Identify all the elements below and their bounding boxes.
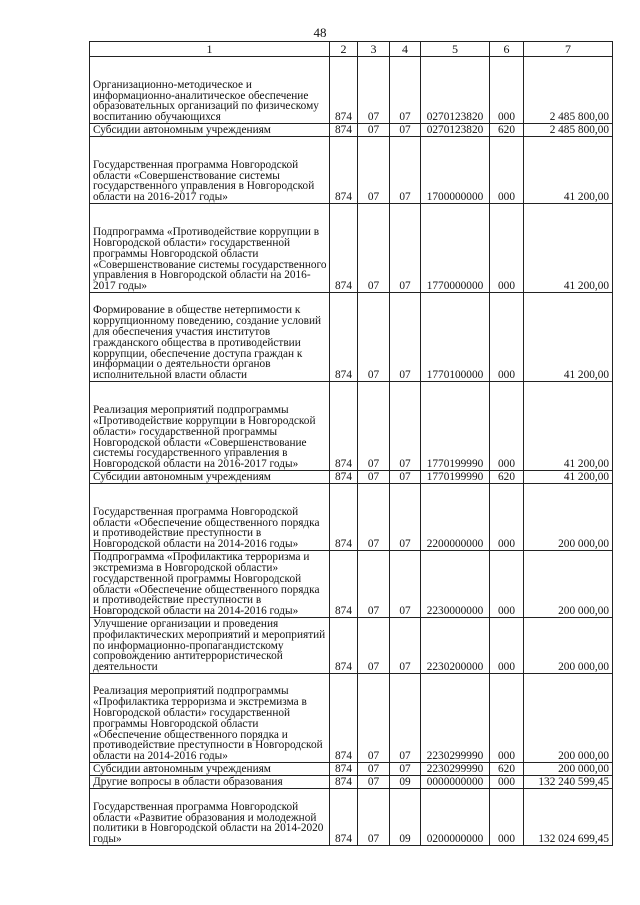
row-code-c4: 07	[390, 551, 421, 618]
column-header: 4	[390, 42, 421, 57]
row-code-c3: 07	[358, 57, 390, 124]
table-row	[90, 137, 613, 204]
row-code-c6: 000	[490, 789, 524, 846]
table-row	[90, 674, 613, 763]
row-code-c6: 620	[490, 471, 524, 484]
row-code-c5: 1770199990	[421, 471, 490, 484]
row-code-c5: 0270123820	[421, 57, 490, 124]
row-code-c3: 07	[358, 618, 390, 674]
row-code-c2: 874	[330, 789, 358, 846]
row-name: Другие вопросы в области образования	[90, 776, 330, 789]
row-code-c2: 874	[330, 763, 358, 776]
table-row	[90, 57, 613, 124]
table-row	[90, 471, 613, 484]
row-code-c4: 07	[390, 137, 421, 204]
row-amount: 200 000,00	[524, 763, 613, 776]
row-code-c6: 000	[490, 551, 524, 618]
column-header: 6	[490, 42, 524, 57]
row-code-c4: 07	[390, 57, 421, 124]
row-amount: 132 240 599,45	[524, 776, 613, 789]
row-code-c5: 2230299990	[421, 763, 490, 776]
table-row	[90, 776, 613, 789]
row-code-c6: 620	[490, 124, 524, 137]
row-name: Подпрограмма «Профилактика терроризма и экстремизма в Новгородской области» государственной программы Новгородской области «Обеспечение общественного порядка и противодействие преступности в Новгородской области на 2014-2016 годы»	[90, 551, 330, 618]
row-code-c2: 874	[330, 57, 358, 124]
table-row	[90, 551, 613, 618]
row-code-c6: 000	[490, 137, 524, 204]
row-code-c2: 874	[330, 471, 358, 484]
row-code-c2: 874	[330, 137, 358, 204]
row-amount: 200 000,00	[524, 674, 613, 763]
table-row	[90, 204, 613, 293]
row-code-c3: 07	[358, 124, 390, 137]
row-code-c6: 000	[490, 618, 524, 674]
row-code-c2: 874	[330, 204, 358, 293]
row-name: Подпрограмма «Противодействие коррупции в Новгородской области» государственной программы Новгородской области «Совершенствование системы государственного управления в Новгородской области на 2016-2017 годы»	[90, 204, 330, 293]
row-code-c5: 0000000000	[421, 776, 490, 789]
row-code-c6: 000	[490, 204, 524, 293]
row-amount: 132 024 699,45	[524, 789, 613, 846]
row-code-c3: 07	[358, 204, 390, 293]
table-row	[90, 124, 613, 137]
row-code-c4: 07	[390, 484, 421, 551]
table-row	[90, 618, 613, 674]
row-code-c3: 07	[358, 471, 390, 484]
table-row	[90, 763, 613, 776]
row-code-c5: 1700000000	[421, 137, 490, 204]
row-code-c5: 2230299990	[421, 674, 490, 763]
row-name: Государственная программа Новгородской области «Развитие образования и молодежной политики в Новгородской области на 2014-2020 годы»	[90, 789, 330, 846]
row-code-c2: 874	[330, 484, 358, 551]
row-code-c5: 2230000000	[421, 551, 490, 618]
row-code-c2: 874	[330, 551, 358, 618]
table-row	[90, 789, 613, 846]
row-code-c4: 07	[390, 382, 421, 471]
row-code-c5: 1770000000	[421, 204, 490, 293]
row-amount: 2 485 800,00	[524, 57, 613, 124]
column-header: 1	[90, 42, 330, 57]
column-header: 2	[330, 42, 358, 57]
table-header-row	[90, 42, 613, 57]
row-amount: 200 000,00	[524, 618, 613, 674]
row-code-c2: 874	[330, 776, 358, 789]
row-amount: 200 000,00	[524, 551, 613, 618]
row-code-c3: 07	[358, 551, 390, 618]
row-name: Субсидии автономным учреждениям	[90, 124, 330, 137]
row-code-c2: 874	[330, 382, 358, 471]
row-code-c3: 07	[358, 776, 390, 789]
row-code-c3: 07	[358, 382, 390, 471]
row-code-c6: 000	[490, 776, 524, 789]
row-code-c2: 874	[330, 124, 358, 137]
row-code-c5: 0200000000	[421, 789, 490, 846]
row-code-c6: 000	[490, 674, 524, 763]
row-code-c6: 000	[490, 382, 524, 471]
row-name: Организационно-методическое и информационно-аналитическое обеспечение образовательных организаций по физическому воспитанию обучающихся	[90, 57, 330, 124]
row-code-c4: 09	[390, 789, 421, 846]
row-amount: 41 200,00	[524, 137, 613, 204]
row-code-c4: 07	[390, 293, 421, 382]
row-code-c6: 000	[490, 293, 524, 382]
row-name: Государственная программа Новгородской области «Обеспечение общественного порядка и противодействие преступности в Новгородской области на 2014-2016 годы»	[90, 484, 330, 551]
row-name: Субсидии автономным учреждениям	[90, 471, 330, 484]
row-code-c4: 07	[390, 674, 421, 763]
row-amount: 41 200,00	[524, 204, 613, 293]
row-name: Субсидии автономным учреждениям	[90, 763, 330, 776]
table-row	[90, 382, 613, 471]
page-number: 48	[313, 25, 327, 40]
row-code-c5: 0270123820	[421, 124, 490, 137]
row-code-c6: 620	[490, 763, 524, 776]
row-name: Улучшение организации и проведения профилактических мероприятий и мероприятий по информационно-пропагандистскому сопровождению антитеррористической деятельности	[90, 618, 330, 674]
column-header: 5	[421, 42, 490, 57]
row-code-c4: 07	[390, 471, 421, 484]
column-header: 3	[358, 42, 390, 57]
column-header: 7	[524, 42, 613, 57]
table-row	[90, 293, 613, 382]
row-code-c6: 000	[490, 484, 524, 551]
row-code-c3: 07	[358, 674, 390, 763]
row-code-c4: 09	[390, 776, 421, 789]
row-amount: 41 200,00	[524, 293, 613, 382]
row-code-c3: 07	[358, 137, 390, 204]
row-name: Формирование в обществе нетерпимости к коррупционному поведению, создание условий для обеспечения участия институтов гражданского общества в противодействии коррупции, обеспечение доступа граждан к информации о деятельности органов исполнительной власти области	[90, 293, 330, 382]
row-code-c4: 07	[390, 124, 421, 137]
row-code-c3: 07	[358, 484, 390, 551]
row-name: Реализация мероприятий подпрограммы «Профилактика терроризма и экстремизма в Новгородской области» государственной программы Новгородской области «Обеспечение общественного порядка и противодействие преступности в Новгородской области на 2014-2016 годы»	[90, 674, 330, 763]
row-code-c4: 07	[390, 763, 421, 776]
row-code-c5: 2200000000	[421, 484, 490, 551]
row-code-c5: 2230200000	[421, 618, 490, 674]
row-name: Государственная программа Новгородской области «Совершенствование системы государственного управления в Новгородской области на 2016-2017 годы»	[90, 137, 330, 204]
row-code-c3: 07	[358, 789, 390, 846]
row-code-c5: 1770100000	[421, 293, 490, 382]
row-code-c3: 07	[358, 763, 390, 776]
row-amount: 41 200,00	[524, 471, 613, 484]
row-code-c4: 07	[390, 204, 421, 293]
table-row	[90, 484, 613, 551]
row-amount: 2 485 800,00	[524, 124, 613, 137]
row-name: Реализация мероприятий подпрограммы «Противодействие коррупции в Новгородской области» государственной программы Новгородской области «Совершенствование системы государственного управления в Новгородской области на 2016-2017 годы»	[90, 382, 330, 471]
row-code-c3: 07	[358, 293, 390, 382]
row-code-c6: 000	[490, 57, 524, 124]
row-code-c4: 07	[390, 618, 421, 674]
row-amount: 41 200,00	[524, 382, 613, 471]
budget-table	[89, 41, 613, 846]
row-code-c5: 1770199990	[421, 382, 490, 471]
row-amount: 200 000,00	[524, 484, 613, 551]
row-code-c2: 874	[330, 674, 358, 763]
row-code-c2: 874	[330, 293, 358, 382]
row-code-c2: 874	[330, 618, 358, 674]
